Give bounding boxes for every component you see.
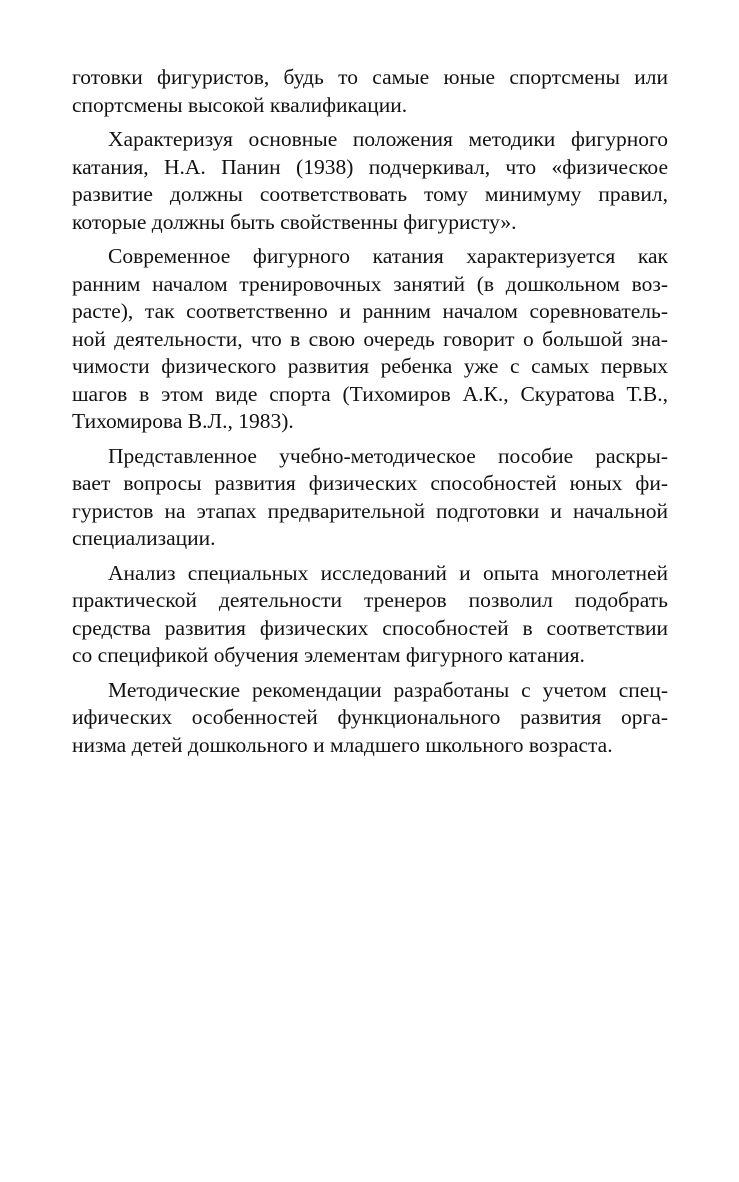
paragraph-line: гуристов на этапах предварительной подготовки и начальной	[72, 498, 668, 523]
paragraph-line: Методические рекомендации разработаны с учетом спец-	[108, 677, 668, 702]
paragraph-4	[72, 443, 668, 553]
paragraph-line: вает вопросы развития физических способностей юных фи-	[72, 471, 668, 495]
paragraph-line: Современное фигурного катания характеризуется как	[108, 244, 668, 268]
page-body	[72, 64, 668, 766]
paragraph-line: со спецификой обучения элементам фигурного катания.	[72, 643, 585, 667]
paragraph-line: ранним началом тренировочных занятий (в дошкольном воз-	[72, 271, 668, 296]
paragraph-line: шагов в этом виде спорта (Тихомиров А.К., Скуратова Т.В.,	[72, 381, 668, 406]
paragraph-line: средства развития физических способностей в соответствии	[72, 615, 668, 640]
paragraph-line: ифических особенностей функционального развития орга-	[72, 705, 668, 729]
paragraph-5	[72, 560, 668, 670]
paragraph-line: развитие должны соответствовать тому минимуму правил,	[72, 182, 668, 206]
paragraph-line: специализации.	[72, 526, 216, 550]
paragraph-line: Анализ специальных исследований и опыта многолетней	[108, 560, 668, 585]
paragraph-line: чимости физического развития ребенка уже с самых первых	[72, 354, 668, 378]
paragraph-line: расте), так соответственно и ранним началом соревнователь-	[72, 299, 668, 323]
paragraph-line: Характеризуя основные положения методики фигурного	[108, 127, 668, 151]
paragraph-line: которые должны быть свойственны фигуристу».	[72, 209, 517, 234]
paragraph-line: катания, Н.А. Панин (1938) подчеркивал, что «физическое	[72, 154, 668, 179]
paragraph-line: ной деятельности, что в свою очередь говорит о большой зна-	[72, 326, 668, 351]
paragraph-line: низма детей дошкольного и младшего школьного возраста.	[72, 732, 613, 757]
paragraph-line: Представленное учебно-методическое пособие раскры-	[108, 443, 668, 468]
paragraph-1	[72, 64, 668, 119]
paragraph-line: практической деятельности тренеров позволил подобрать	[72, 588, 668, 612]
paragraph-line: спортсмены высокой квалификации.	[72, 92, 408, 117]
paragraph-2	[72, 126, 668, 236]
paragraph-3	[72, 243, 668, 436]
paragraph-line: готовки фигуристов, будь то самые юные спортсмены или	[72, 65, 668, 89]
paragraph-6	[72, 677, 668, 760]
paragraph-line: Тихомирова В.Л., 1983).	[72, 409, 294, 433]
